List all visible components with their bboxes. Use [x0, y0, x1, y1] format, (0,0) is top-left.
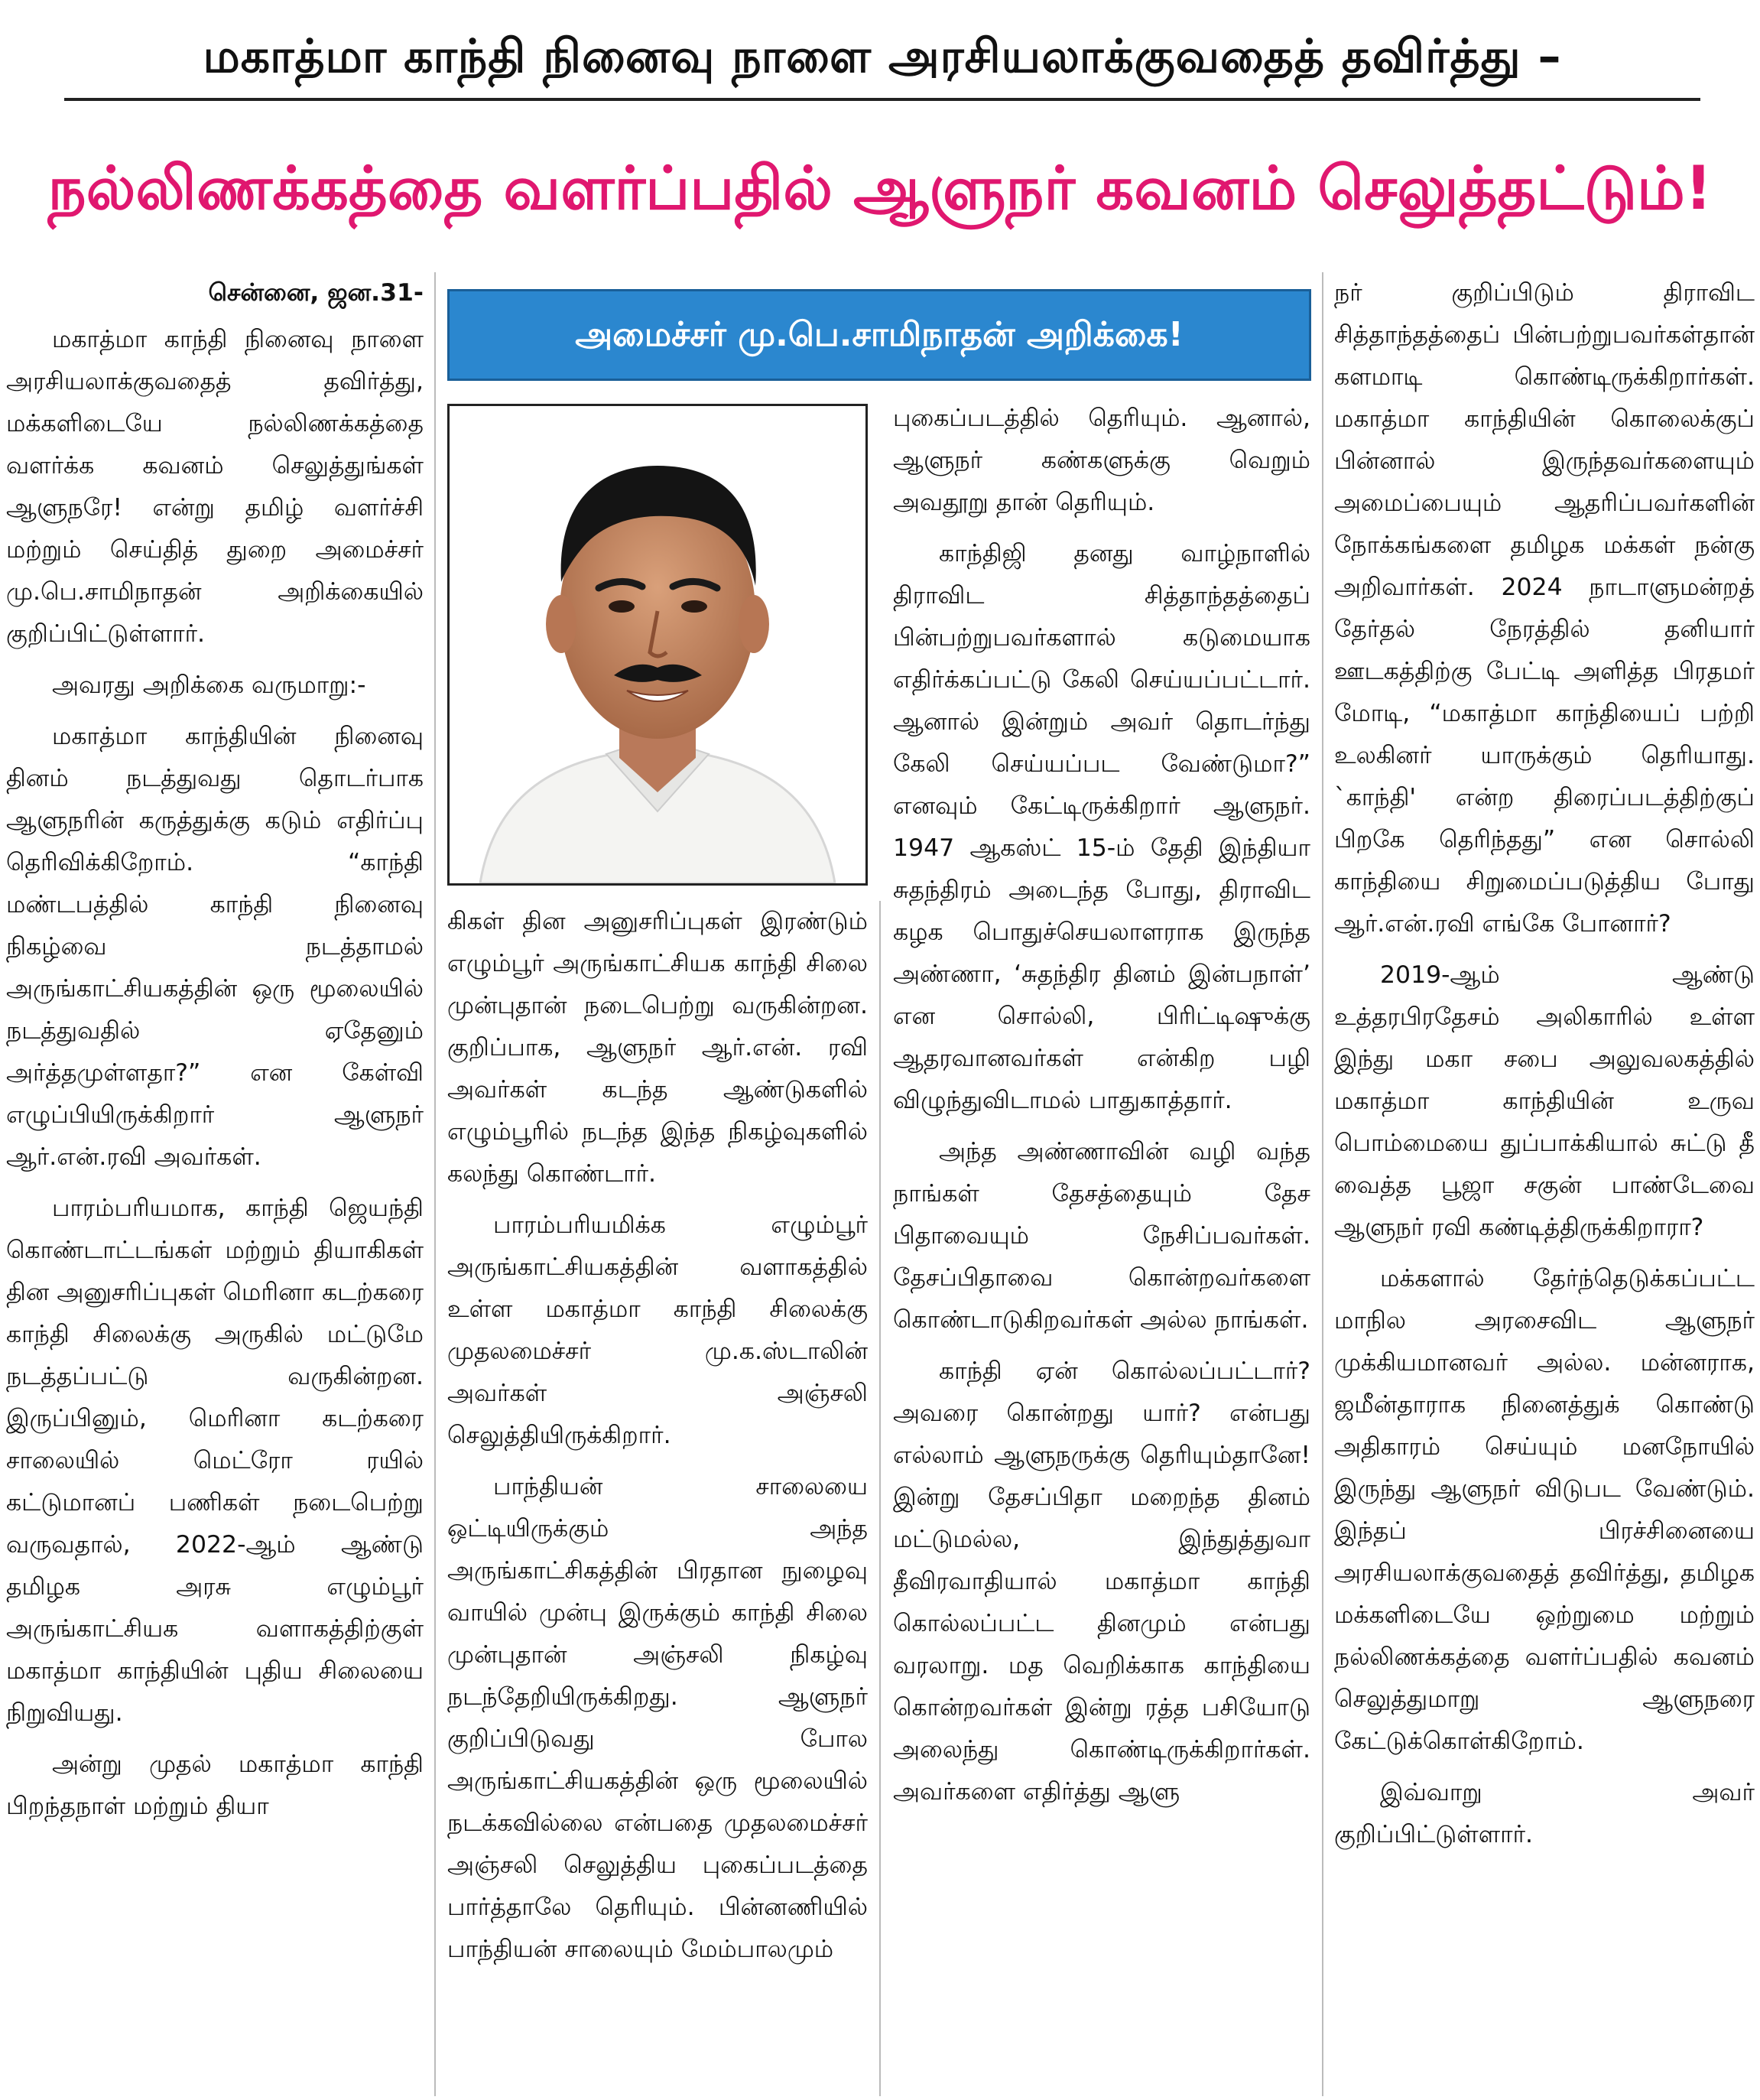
paragraph: காந்தி ஏன் கொல்லப்பட்டார்? அவரை கொன்றது யார்? என்பது எல்லாம் ஆளுநருக்கு தெரியும்தானே! இன்று தேசப்பிதா மறைந்த தினம் மட்டுமல்ல, இந்துத்துவா தீவிரவாதியால் மகாத்மா காந்தி கொல்லப்பட்ட தினமும் என்பது வரலாறு. மத வெறிக்காக காந்தியை கொன்றவர்கள் இன்று ரத்த பசியோடு அலைந்து கொண்டிருக்கிறார்கள். அவர்களை எதிர்த்து ஆளு [893, 1357, 1310, 1806]
paragraph: அவரது அறிக்கை வருமாறு:- [52, 671, 366, 699]
column-divider [434, 272, 436, 2096]
article-column-4 [1334, 272, 1755, 2096]
article-column-2 [447, 901, 868, 2096]
column-divider [879, 901, 881, 2096]
paragraph: காந்திஜி தனது வாழ்நாளில் திராவிட சித்தாந்தத்தைப் பின்பற்றுபவர்களால் கடுமையாக எதிர்க்கப்பட்டு கேலி செய்யப்பட்டார். ஆனால் இன்றும் அவர் தொடர்ந்து கேலி செய்யப்பட வேண்டுமா?” எனவும் கேட்டிருக்கிறார் ஆளுநர். 1947 ஆகஸ்ட் 15-ம் தேதி இந்தியா சுதந்திரம் அடைந்த போது, திராவிட கழக பொதுச்செயலாளராக இருந்த அண்ணா, ‘சுதந்திர தினம் இன்பநாள்’ என சொல்லி, பிரிட்டிஷுக்கு ஆதரவானவர்கள் என்கிற பழி விழுந்துவிடாமல் பாதுகாத்தார். [893, 540, 1310, 1114]
minister-photo [447, 404, 868, 886]
paragraph: மக்களால் தேர்ந்தெடுக்கப்பட்ட மாநில அரசைவிட ஆளுநர் முக்கியமானவர் அல்ல. மன்னராக, ஜமீன்தாராக நினைத்துக் கொண்டு அதிகாரம் செய்யும் மனநோயில் இருந்து ஆளுநர் விடுபட வேண்டும். இந்தப் பிரச்சினையை அரசியலாக்குவதைத் தவிர்த்து, தமிழக மக்களிடையே ஒற்றுமை மற்றும் நல்லிணக்கத்தை வளர்ப்பதில் கவனம் செலுத்துமாறு ஆளுநரை கேட்டுக்கொள்கிறோம். [1334, 1265, 1755, 1755]
dateline: சென்னை, ஜன.31- [208, 279, 424, 307]
paragraph: புகைப்படத்தில் தெரியும். ஆனால், ஆளுநர் கண்களுக்கு வெறும் அவதூறு தான் தெரியும். [893, 405, 1310, 516]
article-kicker: மகாத்மா காந்தி நினைவு நாளை அரசியலாக்குவதைத் தவிர்த்து – [203, 30, 1562, 83]
article-headline: நல்லிணக்கத்தை வளர்ப்பதில் ஆளுநர் கவனம் செலுத்தட்டும்! [47, 154, 1713, 223]
article-column-3 [893, 398, 1310, 2096]
paragraph: அன்று முதல் மகாத்மா காந்தி பிறந்தநாள் மற்றும் தியா [6, 1751, 424, 1820]
paragraph: மகாத்மா காந்தியின் நினைவு தினம் நடத்துவது தொடர்பாக ஆளுநரின் கருத்துக்கு கடும் எதிர்ப்பு தெரிவிக்கிறோம். “காந்தி மண்டபத்தில் காந்தி நினைவு நிகழ்வை நடத்தாமல் அருங்காட்சியகத்தின் ஒரு மூலையில் நடத்துவதில் ஏதேனும் அர்த்தமுள்ளதா?” என கேள்வி எழுப்பியிருக்கிறார் ஆளுநர் ஆர்.என்.ரவி அவர்கள். [6, 723, 424, 1171]
paragraph: மகாத்மா காந்தி நினைவு நாளை அரசியலாக்குவதைத் தவிர்த்து, மக்களிடையே நல்லிணக்கத்தை வளர்க்க கவனம் செலுத்துங்கள் ஆளுநரே! என்று தமிழ் வளர்ச்சி மற்றும் செய்தித் துறை அமைச்சர் மு.பெ.சாமிநாதன் அறிக்கையில் குறிப்பிட்டுள்ளார். [6, 326, 424, 648]
paragraph: நர் குறிப்பிடும் திராவிட சித்தாந்தத்தைப் பின்பற்றுபவர்கள்தான் களமாடி கொண்டிருக்கிறார்கள். மகாத்மா காந்தியின் கொலைக்குப் பின்னால் இருந்தவர்களையும் அமைப்பையும் ஆதரிப்பவர்களின் நோக்கங்களை தமிழக மக்கள் நன்கு அறிவார்கள். 2024 நாடாளுமன்றத் தேர்தல் நேரத்தில் தனியார் ஊடகத்திற்கு பேட்டி அளித்த பிரதமர் மோடி, “மகாத்மா காந்தியைப் பற்றி உலகினர் யாருக்கும் தெரியாது. `காந்தி' என்ற திரைப்படத்திற்குப் பிறகே தெரிந்தது” என சொல்லி காந்தியை சிறுமைப்படுத்திய போது ஆர்.என்.ரவி எங்கே போனார்? [1334, 279, 1755, 938]
portrait-image [450, 406, 865, 883]
paragraph: அந்த அண்ணாவின் வழி வந்த நாங்கள் தேசத்தையும் தேச பிதாவையும் நேசிப்பவர்கள். தேசப்பிதாவை கொன்றவர்களை கொண்டாடுகிறவர்கள் அல்ல நாங்கள். [893, 1138, 1310, 1334]
column-divider [1322, 272, 1323, 2096]
paragraph: 2019-ஆம் ஆண்டு உத்தரபிரதேசம் அலிகாரில் உள்ள இந்து மகா சபை அலுவலகத்தில் மகாத்மா காந்தியின் உருவ பொம்மையை துப்பாக்கியால் சுட்டு தீ வைத்த பூஜா சகுன் பாண்டேவை ஆளுநர் ரவி கண்டித்திருக்கிறாரா? [1334, 961, 1755, 1241]
paragraph: பாரம்பரியமாக, காந்தி ஜெயந்தி கொண்டாட்டங்கள் மற்றும் தியாகிகள் தின அனுசரிப்புகள் மெரினா கடற்கரை காந்தி சிலைக்கு அருகில் மட்டுமே நடத்தப்பட்டு வருகின்றன. இருப்பினும், மெரினா கடற்கரை சாலையில் மெட்ரோ ரயில் கட்டுமானப் பணிகள் நடைபெற்று வருவதால், 2022-ஆம் ஆண்டு தமிழக அரசு எழும்பூர் அருங்காட்சியக வளாகத்திற்குள் மகாத்மா காந்தியின் புதிய சிலையை நிறுவியது. [6, 1195, 424, 1727]
article-column-1 [6, 272, 424, 2096]
statement-banner: அமைச்சர் மு.பெ.சாமிநாதன் அறிக்கை! [447, 289, 1311, 381]
paragraph: இவ்வாறு அவர் குறிப்பிட்டுள்ளார். [1334, 1779, 1755, 1848]
kicker-underline [64, 98, 1700, 101]
paragraph: பாந்தியன் சாலையை ஒட்டியிருக்கும் அந்த அருங்காட்சிகத்தின் பிரதான நுழைவு வாயில் முன்பு இருக்கும் காந்தி சிலை முன்புதான் அஞ்சலி நிகழ்வு நடந்தேறியிருக்கிறது. ஆளுநர் குறிப்பிடுவது போல அருங்காட்சியகத்தின் ஒரு மூலையில் நடக்கவில்லை என்பதை முதலமைச்சர் அஞ்சலி செலுத்திய புகைப்படத்தை பார்த்தாலே தெரியும். பின்னணியில் பாந்தியன் சாலையும் மேம்பாலமும் [447, 1473, 868, 1963]
paragraph: பாரம்பரியமிக்க எழும்பூர் அருங்காட்சியகத்தின் வளாகத்தில் உள்ள மகாத்மா காந்தி சிலைக்கு முதலமைச்சர் மு.க.ஸ்டாலின் அவர்கள் அஞ்சலி செலுத்தியிருக்கிறார். [447, 1211, 868, 1449]
paragraph: கிகள் தின அனுசரிப்புகள் இரண்டும் எழும்பூர் அருங்காட்சியக காந்தி சிலை முன்புதான் நடைபெற்று வருகின்றன. குறிப்பாக, ஆளுநர் ஆர்.என். ரவி அவர்கள் கடந்த ஆண்டுகளில் எழும்பூரில் நடந்த இந்த நிகழ்வுகளில் கலந்து கொண்டார். [447, 908, 868, 1188]
